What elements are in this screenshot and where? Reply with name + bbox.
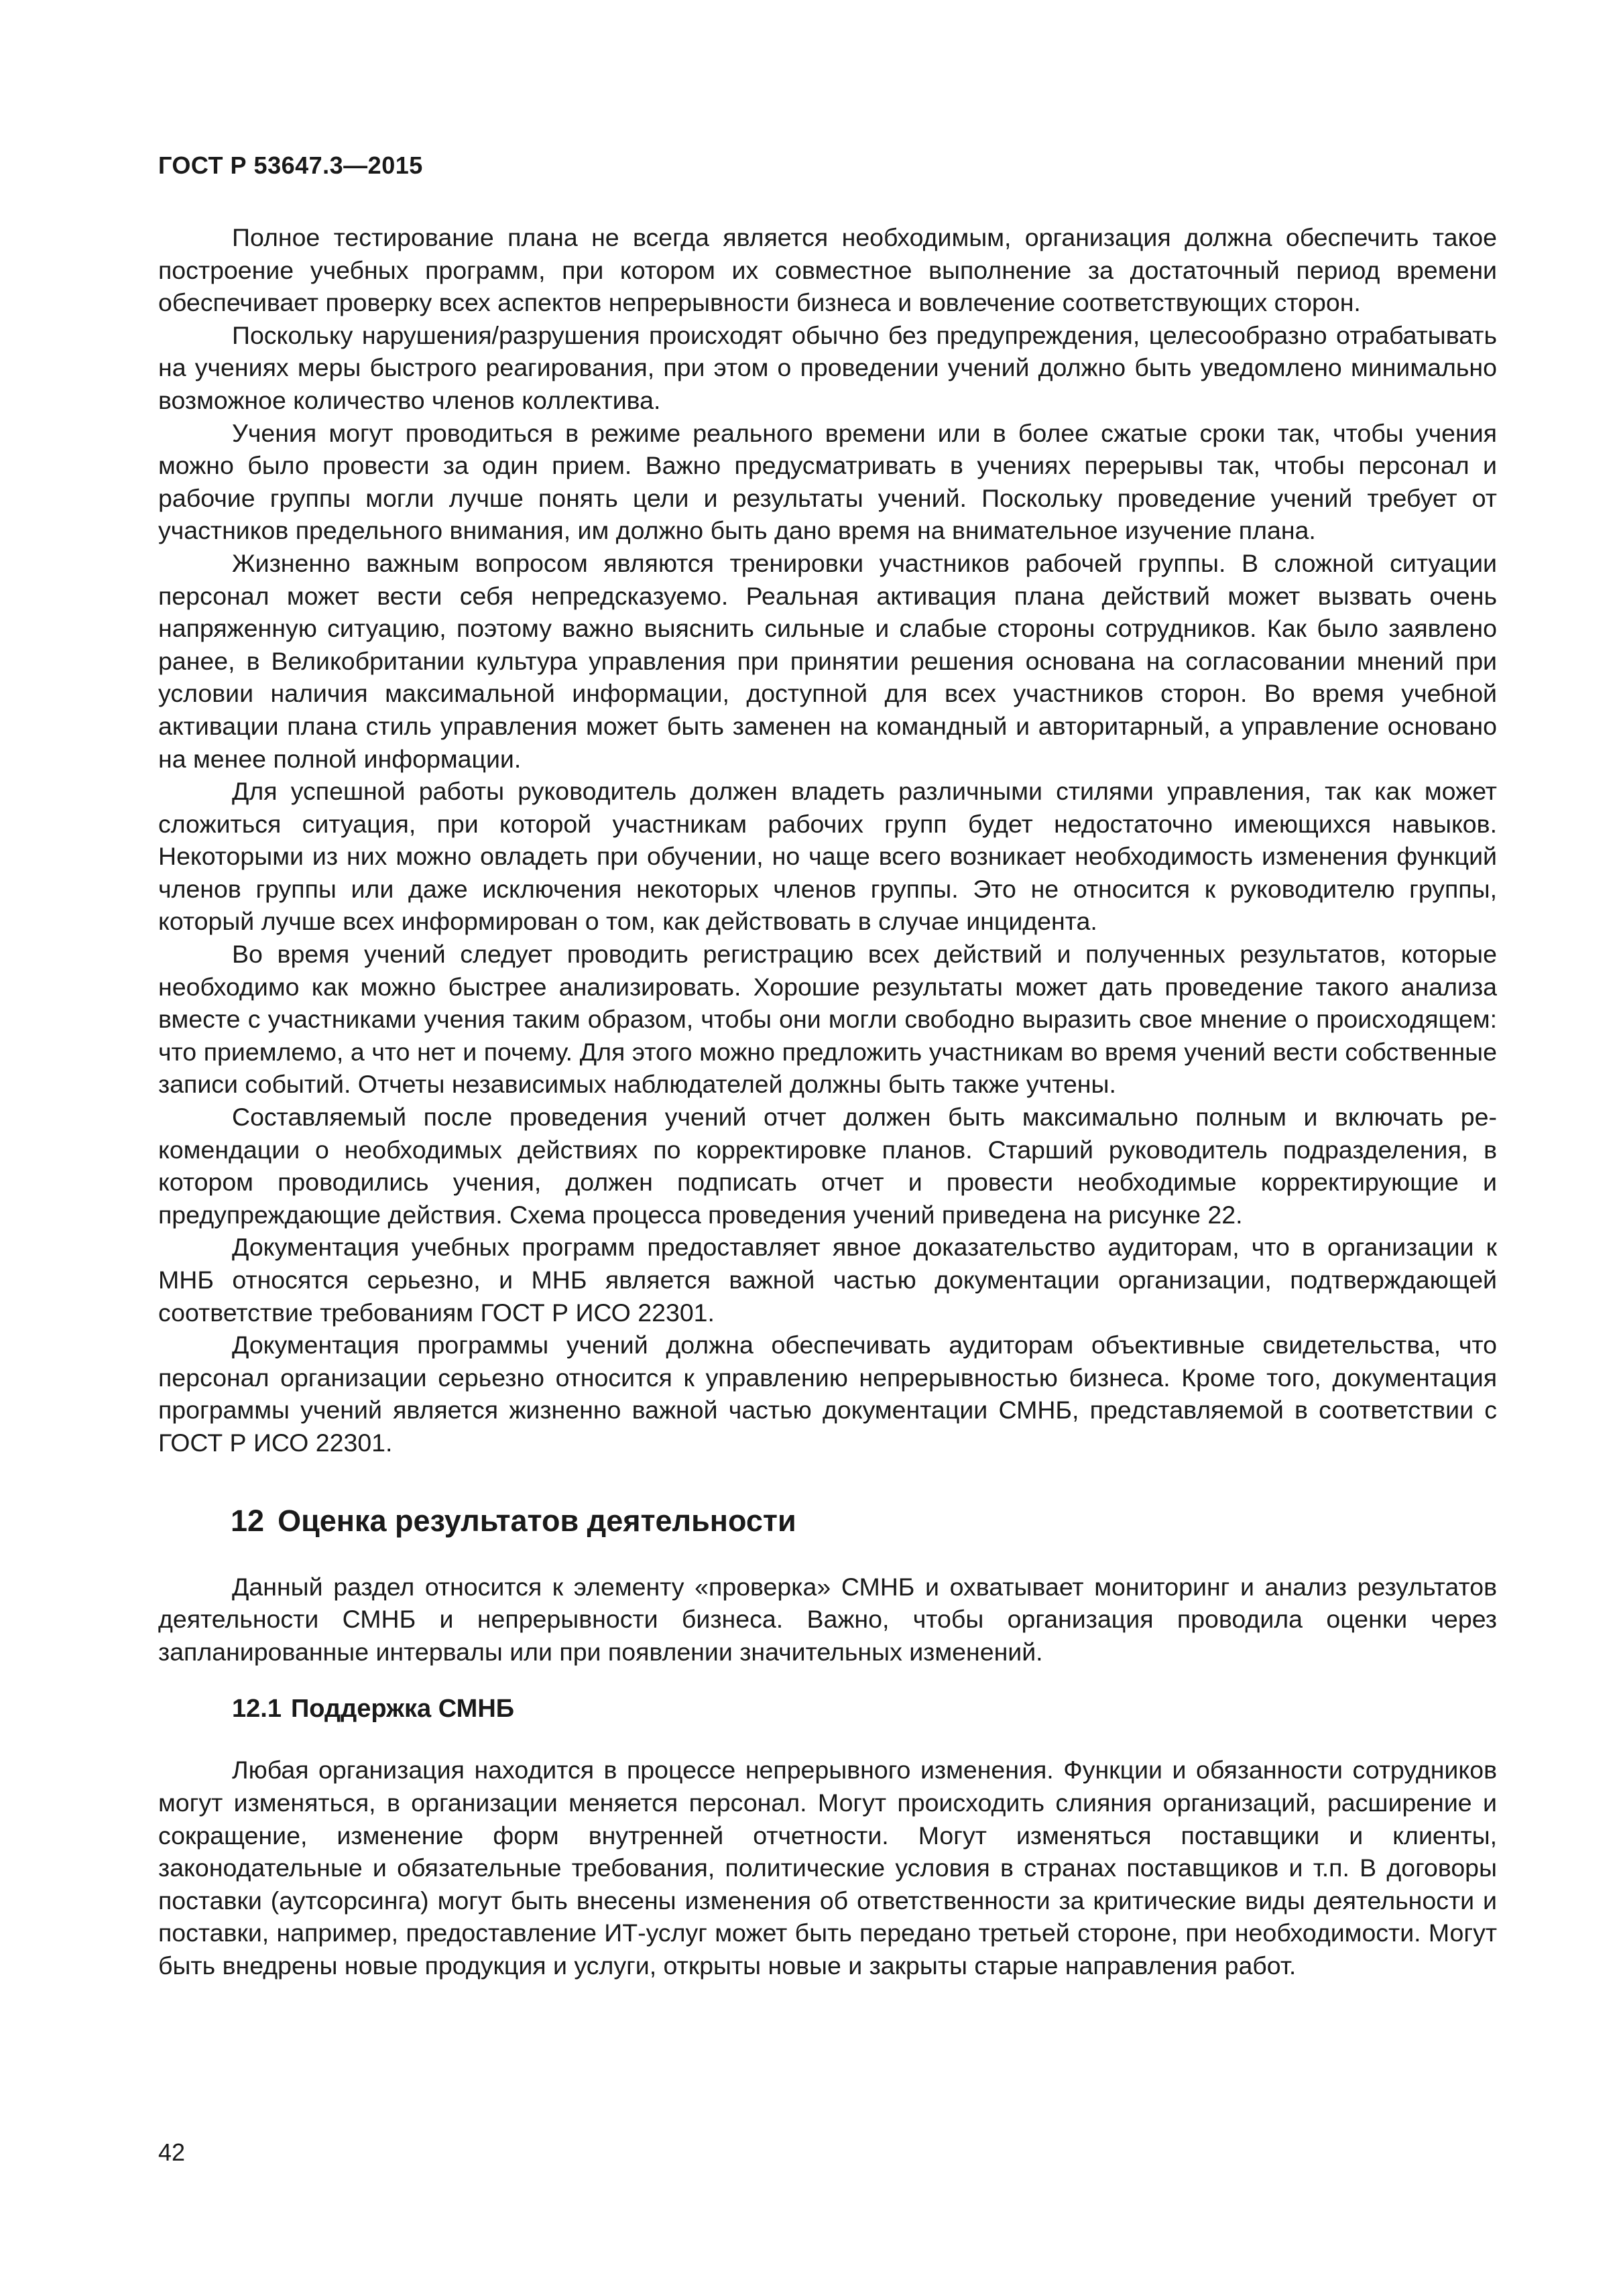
section-title: Оценка результатов деятельности <box>278 1503 796 1538</box>
document-header: ГОСТ Р 53647.3—2015 <box>158 152 423 179</box>
paragraph-2: Поскольку нарушения/разрушения происходят обычно без предупреждения, целесообразно отрабатывать на учениях меры быстрого реагирования, при этом о проведении учений должно быть уведомлено минимально возможное количество членов коллектива. <box>158 320 1497 414</box>
paragraph-5: Для успешной работы руководитель должен владеть различными стилями управления, так как может сложиться ситуация, при которой участникам рабочих групп будет недостаточно имеющихся навыков. Некоторыми из них можно овладеть при обучении, но чаще всего возникает необходимость изменения функций членов группы или даже исключения некоторых членов группы. Это не относится к руководителю группы, который лучше всех информирован о том, как действовать в случае инцидента. <box>158 777 1497 936</box>
subsection-title: Поддержка СМНБ <box>290 1695 515 1724</box>
page-number: 42 <box>158 2138 186 2166</box>
section-number: 12 <box>231 1503 265 1538</box>
paragraph-1: Полное тестирование плана не всегда является необходимым, организация должна обеспечить такое построение учебных программ, при котором их совместное выполнение за достаточный период времени обеспечивает проверку всех аспектов непрерывности бизнеса и вовлечение соответствующих сторон. <box>158 223 1497 317</box>
subsection-heading <box>158 1692 1497 1726</box>
section-heading <box>158 1501 1497 1541</box>
paragraph-8: Документация учебных программ предоставляет явное доказательство аудиторам, что в организации к МНБ относятся серьезно, и МНБ является важной частью документации организации, подтверждающей соответствие требованиям ГОСТ Р ИСО 22301. <box>158 1233 1497 1327</box>
subsection-body-paragraph: Любая организация находится в процессе непрерывного изменения. Функции и обязанности сотрудников могут изменяться, в организации меняется персонал. Могут происходить слияния организаций, расширение и сокращение, изменение форм внутренней отчетности. Могут изменяться поставщики и клиенты, законодательные и обязательные требования, политические условия в странах поставщиков и т.п. В договоры поставки (аутсорсинга) могут быть внесены изменения об ответственности за критические виды деятельности и поставки, например, предоставление ИТ-услуг может быть передано третьей стороне, при необходимости. Могут быть внедрены новые продукция и услуги, открыты новые и закрыты старые направления работ. <box>158 1756 1497 1980</box>
paragraph-9: Документация программы учений должна обеспечивать аудиторам объективные свидетельства, что персонал организации серьезно относится к управлению непрерывностью бизнеса. Кроме того, документация программы учений является жизненно важной частью документации СМНБ, представляемой в соответствии с ГОСТ Р ИСО 22301. <box>158 1331 1497 1457</box>
document-body <box>158 221 1497 1982</box>
paragraph-3: Учения могут проводиться в режиме реального времени или в более сжатые сроки так, чтобы учения можно было провести за один прием. Важно предусматривать в учениях перерывы так, чтобы персонал и рабочие группы могли лучше понять цели и результаты учений. Поскольку проведение учений требует от участников предельного внимания, им должно быть дано время на внимательное изучение плана. <box>158 418 1497 545</box>
paragraph-4: Жизненно важным вопросом являются тренировки участников рабочей группы. В сложной ситуации персонал может вести себя непредсказуемо. Реальная активация плана действий может вызвать очень напряженную ситуацию, поэтому важно выяснить сильные и слабые стороны сотрудников. Как было заявлено ранее, в Великобритании культура управления при принятии решения основана на согласовании мнений при условии наличия максимальной информации, доступной для всех участников сторон. Во время учебной активации плана стиль управления может быть заменен на командный и авторитарный, а управление основано на менее полной информации. <box>158 548 1497 773</box>
paragraph-6: Во время учений следует проводить регистрацию всех действий и полученных результатов, которые необходимо как можно быстрее анализировать. Хорошие результаты может дать проведение такого анализа вместе с участниками учения таким образом, чтобы они могли свободно выразить свое мнение о происходящем: что приемлемо, а что нет и почему. Для этого можно предложить участникам во время учений вести собственные записи событий. Отчеты независимых наблюдателей должны быть также учтены. <box>158 940 1497 1099</box>
section-intro-paragraph: Данный раздел относится к элементу «проверка» СМНБ и охватывает мониторинг и анализ результатов деятельности СМНБ и непрерывности бизнеса. Важно, чтобы организация проводила оценки через запланированные интервалы или при появлении значительных изменений. <box>158 1572 1497 1666</box>
paragraph-7: Составляемый после проведения учений отчет должен быть максимально полным и включать рекомендации о необходимых действиях по корректировке планов. Старший руководитель подразделения, в котором проводились учения, должен подписать отчет и провести необходимые корректирующие и предупреждающие действия. Схема процесса проведения учений приведена на рисунке 22. <box>158 1103 1497 1229</box>
subsection-number: 12.1 <box>232 1695 282 1724</box>
